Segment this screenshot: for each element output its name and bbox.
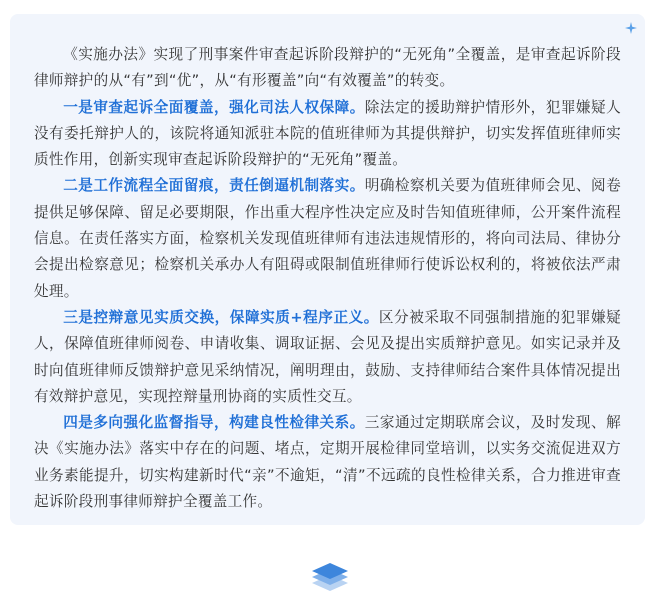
- point-body: 明确检察机关要为值班律师会见、阅卷提供足够保障、留足必要期限，作出重大程序性决定应及时告知值班律师，公开案件流程信息。在责任落实方面，检察机关发现值班律师有违法违规情形的，将向司法局、律协分会提出检察意见；检察机关承办人有阻碍或限制值班律师行使诉讼权利的，将被依法严肃处理。: [34, 177, 621, 300]
- point-body: 三家通过定期联席会议，及时发现、解决《实施办法》落实中存在的问题、堵点，定期开展检律同堂培训，以实务交流促进双方业务素能提升，切实构建新时代“亲”不逾矩，“清”不远疏的良性检律关系，合力推进审查起诉阶段刑事律师辩护全覆盖工作。: [34, 414, 621, 511]
- point-paragraph-1: [34, 95, 621, 174]
- point-heading: 四是多向强化监督指导，构建良性检律关系。: [63, 414, 365, 432]
- point-paragraph-3: [34, 305, 621, 410]
- point-body: 区分被采取不同强制措施的犯罪嫌疑人，保障值班律师阅卷、申请收集、调取证据、会见及提出实质辩护意见。如实记录并及时向值班律师反馈辩护意见采纳情况，阐明理由，鼓励、支持律师结合案件具体情况提出有效辩护意见，实现控辩量刑协商的实质性交互。: [34, 308, 621, 405]
- point-heading: 一是审查起诉全面覆盖，强化司法人权保障。: [63, 98, 365, 116]
- article-card: [10, 14, 645, 525]
- point-paragraph-2: [34, 173, 621, 304]
- intro-paragraph: 《实施办法》实现了刑事案件审查起诉阶段辩护的“无死角”全覆盖，是审查起诉阶段律师辩护的从“有”到“优”，从“有形覆盖”向“有效覆盖”的转变。: [34, 46, 621, 90]
- point-heading: 二是工作流程全面留痕，责任倒逼机制落实。: [63, 177, 365, 195]
- point-heading: 三是控辩意见实质交换，保障实质+程序正义。: [63, 308, 379, 326]
- sparkle-icon: [625, 22, 637, 34]
- point-body: 除法定的援助辩护情形外，犯罪嫌疑人没有委托辩护人的，该院将通知派驻本院的值班律师为其提供辩护，切实发挥值班律师实质性作用，创新实现审查起诉阶段辩护的“无死角”覆盖。: [34, 98, 621, 169]
- point-paragraph-4: [34, 410, 621, 515]
- layers-icon: [311, 561, 349, 597]
